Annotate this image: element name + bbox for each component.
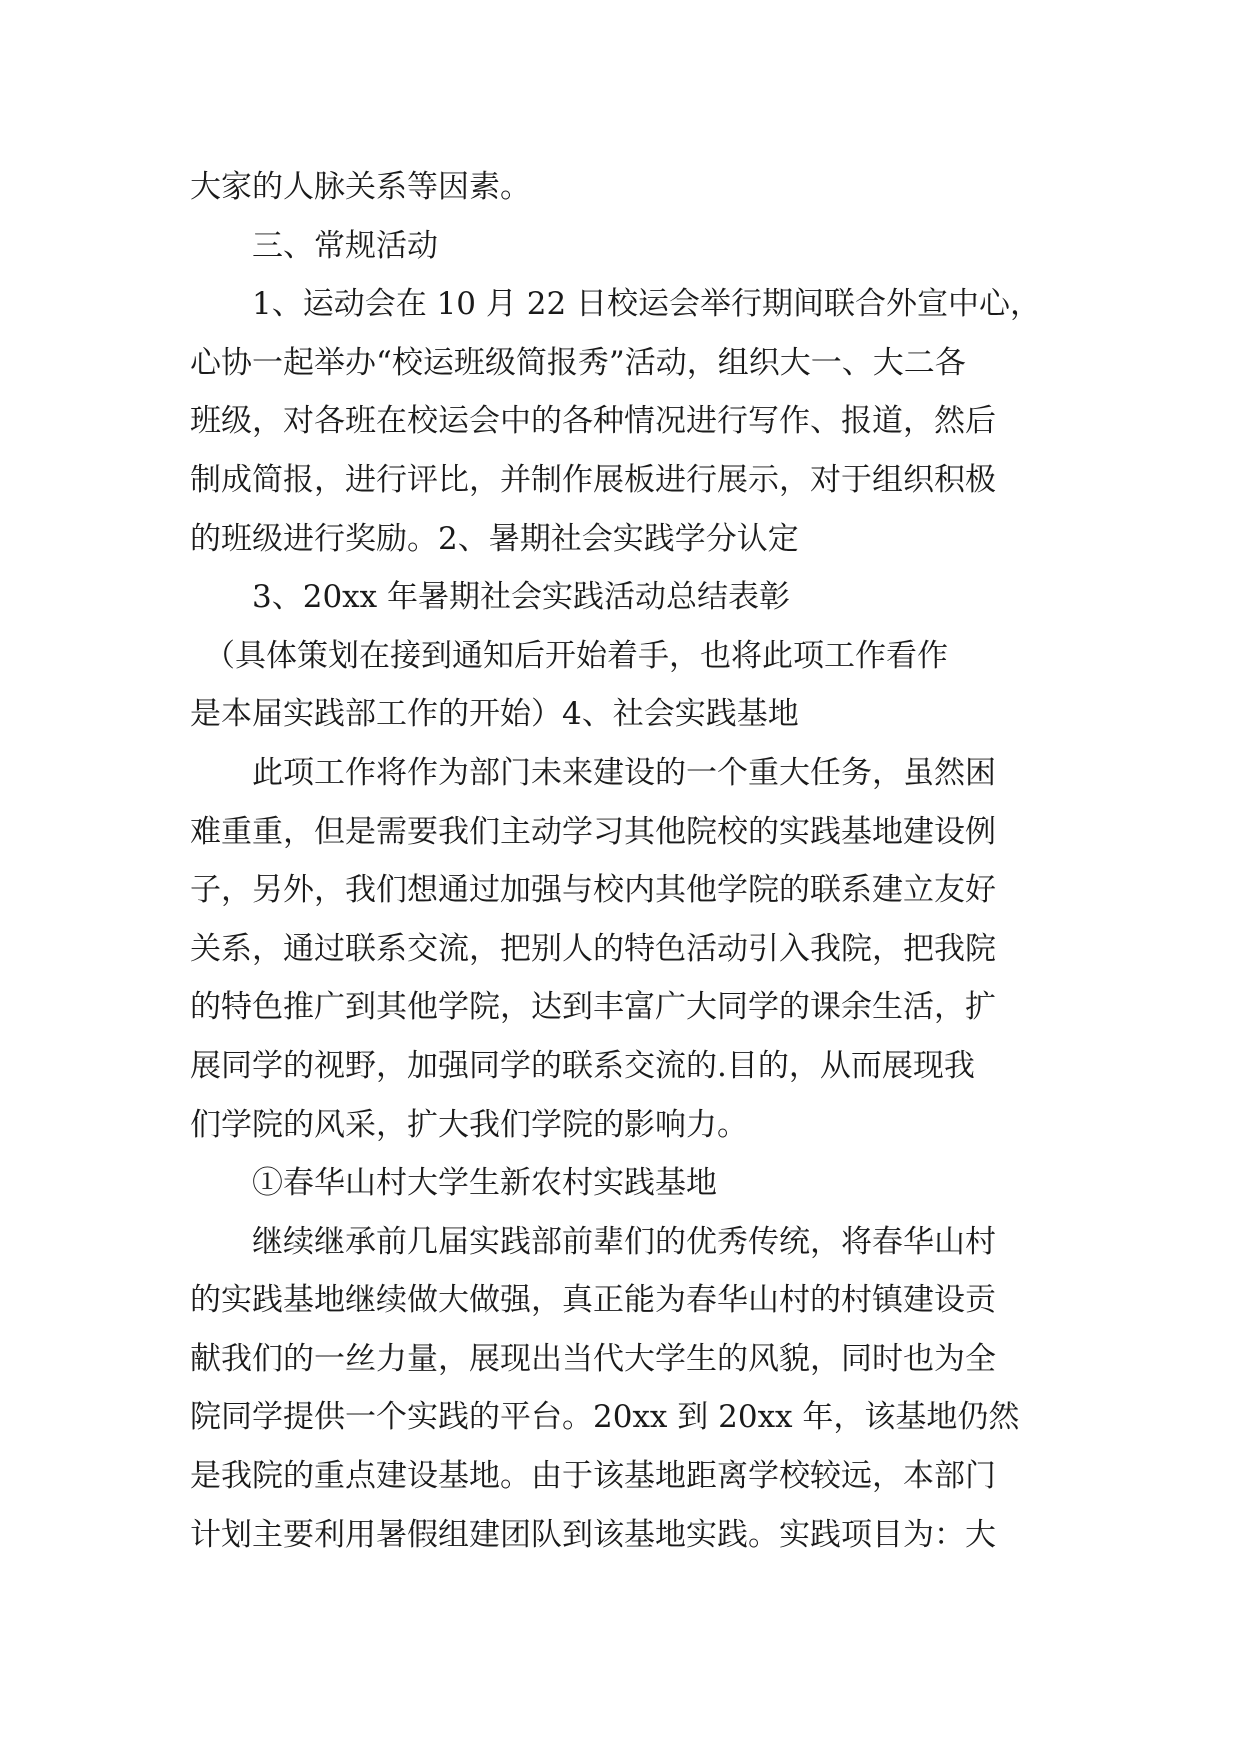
text-line: 制成简报，进行评比，并制作展板进行展示，对于组织积极 xyxy=(190,461,996,498)
section-heading: 三、常规活动 xyxy=(252,227,438,264)
text-line: 关系，通过联系交流，把别人的特色活动引入我院，把我院 xyxy=(190,930,996,967)
text-line: 难重重，但是需要我们主动学习其他院校的实践基地建设例 xyxy=(190,813,996,850)
text-line: 大家的人脉关系等因素。 xyxy=(190,169,531,205)
text-line: 是我院的重点建设基地。由于该基地距离学校较远，本部门 xyxy=(190,1458,996,1495)
text-line: 班级，对各班在校运会中的各种情况进行写作、报道，然后 xyxy=(190,403,996,440)
text-line: 是本届实践部工作的开始）4、社会实践基地 xyxy=(190,696,799,733)
text-line: 献我们的一丝力量，展现出当代大学生的风貌，同时也为全 xyxy=(190,1340,996,1377)
subsection-heading: ①春华山村大学生新农村实践基地 xyxy=(252,1165,717,1202)
text-line: 院同学提供一个实践的平台。20xx 到 20xx 年，该基地仍然 xyxy=(190,1399,1020,1436)
text-line: 的特色推广到其他学院，达到丰富广大同学的课余生活，扩 xyxy=(190,989,996,1026)
text-line: 们学院的风采，扩大我们学院的影响力。 xyxy=(190,1106,748,1143)
text-line: 展同学的视野，加强同学的联系交流的.目的，从而展现我 xyxy=(190,1047,975,1084)
document-body xyxy=(190,158,1056,1564)
text-line: 的班级进行奖励。2、暑期社会实践学分认定 xyxy=(190,520,799,557)
text-line: （具体策划在接到通知后开始着手，也将此项工作看作 xyxy=(204,637,948,674)
text-line: 计划主要利用暑假组建团队到该基地实践。实践项目为：大 xyxy=(190,1516,996,1553)
text-line: 继续继承前几届实践部前辈们的优秀传统，将春华山村 xyxy=(252,1223,996,1260)
text-line: 此项工作将作为部门未来建设的一个重大任务，虽然困 xyxy=(252,754,996,791)
text-line: 1、运动会在 10 月 22 日校运会举行期间联合外宣中心， xyxy=(252,286,1042,323)
text-line: 的实践基地继续做大做强，真正能为春华山村的村镇建设贡 xyxy=(190,1282,996,1319)
text-line: 3、20xx 年暑期社会实践活动总结表彰 xyxy=(252,579,790,616)
text-line: 心协一起举办“校运班级简报秀”活动，组织大一、大二各 xyxy=(190,344,966,381)
text-line: 子，另外，我们想通过加强与校内其他学院的联系建立友好 xyxy=(190,872,996,909)
